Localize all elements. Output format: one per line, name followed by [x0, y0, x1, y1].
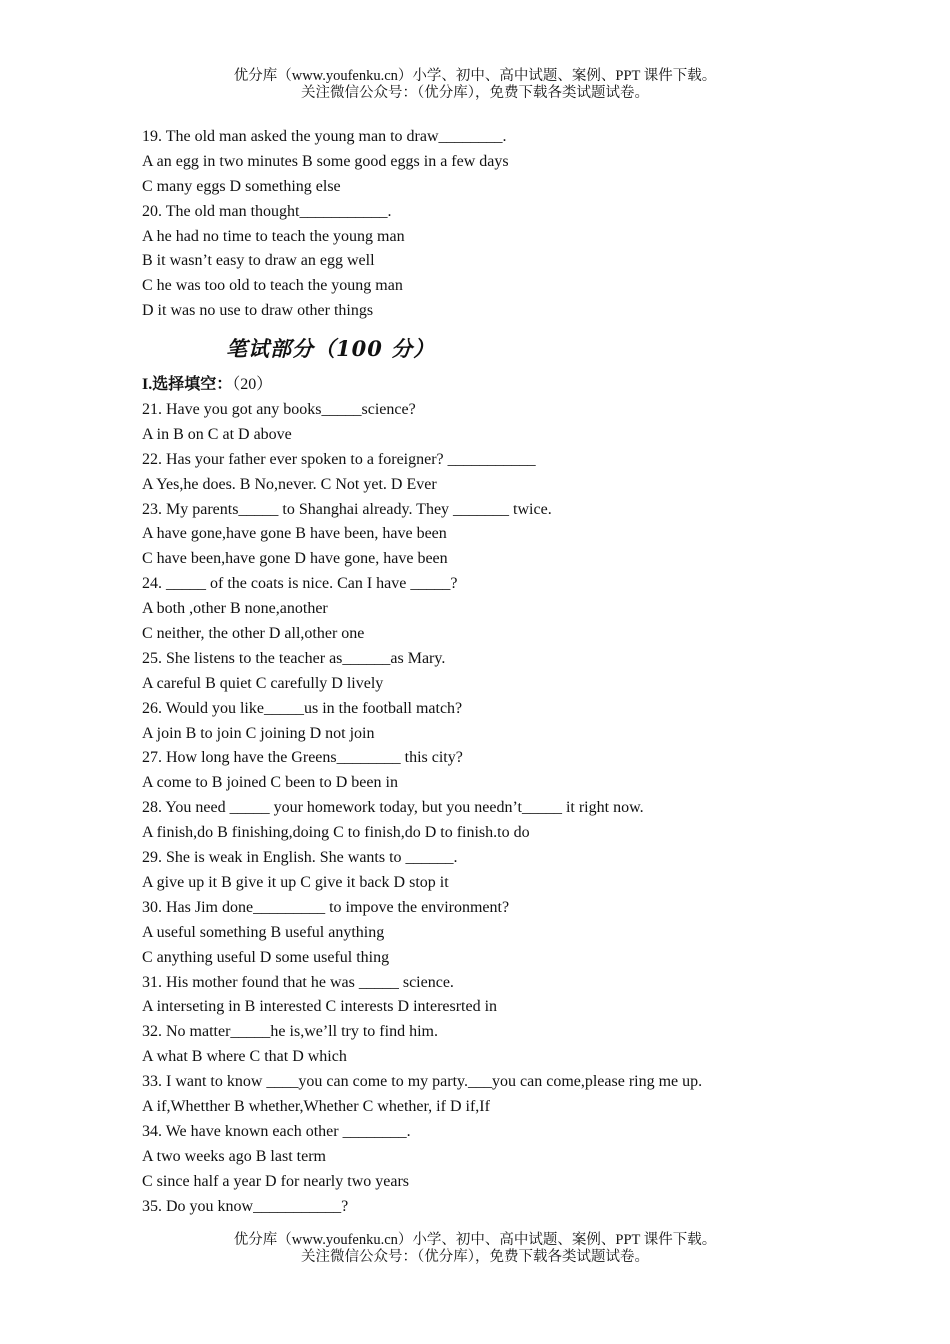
page-header: [0, 68, 950, 102]
text-line: A an egg in two minutes B some good eggs in a few days: [142, 152, 509, 170]
text-line: 26. Would you like_____us in the football match?: [142, 699, 463, 717]
text-line: 20. The old man thought___________.: [142, 202, 392, 220]
text-line: A what B where C that D which: [142, 1048, 347, 1066]
text-line: 31. His mother found that he was _____ science.: [142, 973, 454, 991]
footer-line-2: 关注微信公众号：（优分库），免费下载各类试题试卷。: [301, 1249, 649, 1265]
text-line: A careful B quiet C carefully D lively: [142, 674, 384, 692]
previous-questions: [142, 125, 902, 324]
text-line: 19. The old man asked the young man to draw________.: [142, 128, 507, 145]
text-line: A Yes,he does. B No,never. C Not yet. D Ever: [142, 475, 437, 493]
text-line: A have gone,have gone B have been, have been: [142, 525, 447, 543]
text-line: A both ,other B none,another: [142, 600, 328, 618]
footer-line-1: 优分库（www.youfenku.cn）小学、初中、高中试题、案例、PPT 课件下载。: [233, 1232, 717, 1248]
text-line: C have been,have gone D have gone, have been: [142, 550, 448, 568]
text-line: 22. Has your father ever spoken to a foreigner? ___________: [142, 450, 536, 468]
text-line: 35. Do you know___________?: [142, 1197, 349, 1215]
text-line: A in B on C at D above: [142, 425, 292, 443]
page-footer: [0, 1232, 950, 1266]
text-line: C many eggs D something else: [142, 177, 341, 195]
text-line: A finish,do B finishing,doing C to finish,do D to finish.to do: [142, 824, 530, 842]
text-line: 30. Has Jim done_________ to impove the environment?: [142, 898, 510, 916]
text-line: 33. I want to know ____you can come to my party.___you can come,please ring me up.: [142, 1073, 703, 1091]
part-heading: [142, 373, 902, 398]
text-line: C he was too old to teach the young man: [142, 277, 403, 295]
text-line: A he had no time to teach the young man: [142, 227, 405, 245]
text-line: D it was no use to draw other things: [142, 302, 374, 320]
header-line-1: 优分库（www.youfenku.cn）小学、初中、高中试题、案例、PPT 课件下载。: [233, 68, 717, 84]
text-line: C since half a year D for nearly two years: [142, 1172, 409, 1190]
text-line: 24. _____ of the coats is nice. Can I have _____?: [142, 575, 458, 593]
text-line: 27. How long have the Greens________ this city?: [142, 749, 463, 767]
section-title: 笔试部分（100 分）: [226, 336, 436, 362]
part-heading-score: （20）: [232, 376, 273, 394]
text-line: 25. She listens to the teacher as______as Mary.: [142, 649, 446, 667]
text-line: C anything useful D some useful thing: [142, 948, 390, 966]
text-line: 32. No matter_____he is,we’ll try to find him.: [142, 1023, 438, 1041]
text-line: A two weeks ago B last term: [142, 1147, 326, 1165]
text-line: A come to B joined C been to D been in: [142, 774, 398, 792]
text-line: A join B to join C joining D not join: [142, 724, 375, 742]
text-line: 21. Have you got any books_____science?: [142, 401, 416, 419]
document-body: [142, 125, 902, 1219]
text-line: 23. My parents_____ to Shanghai already. They _______ twice.: [142, 500, 552, 518]
question-list: [142, 398, 902, 1219]
text-line: A interseting in B interested C interests D interesrted in: [142, 998, 498, 1016]
text-line: B it wasn’t easy to draw an egg well: [142, 252, 375, 270]
text-line: 29. She is weak in English. She wants to ______.: [142, 849, 458, 867]
text-line: A give up it B give it up C give it back D stop it: [142, 873, 449, 891]
text-line: 28. You need _____ your homework today, but you needn’t_____ it right now.: [142, 799, 644, 817]
header-line-2: 关注微信公众号：（优分库），免费下载各类试题试卷。: [301, 85, 649, 101]
text-line: 34. We have known each other ________.: [142, 1122, 411, 1140]
text-line: A if,Whetther B whether,Whether C whether, if D if,If: [142, 1097, 490, 1115]
text-line: C neither, the other D all,other one: [142, 625, 365, 643]
text-line: A useful something B useful anything: [142, 923, 385, 941]
part-heading-label: I.选择填空：: [142, 376, 233, 394]
